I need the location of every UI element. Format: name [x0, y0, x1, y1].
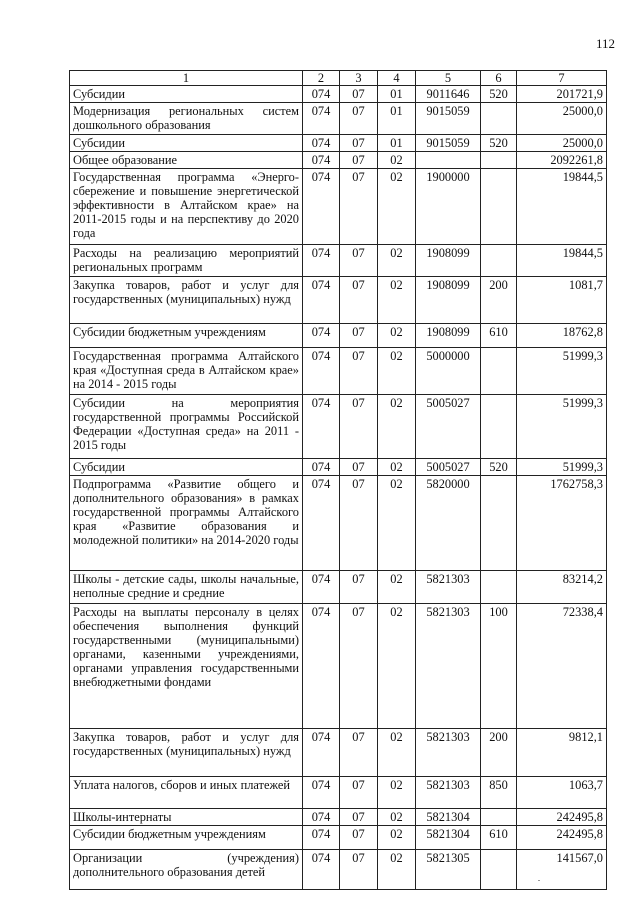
row-name: Организации (учреждения) дополнительного образования детей: [70, 850, 303, 890]
row-subsection: 02: [378, 152, 416, 169]
row-ministry-code: 074: [303, 135, 340, 152]
table-row: [70, 826, 607, 850]
row-section: 07: [340, 476, 378, 571]
row-ministry-code: 074: [303, 103, 340, 135]
row-expense-type: [481, 169, 517, 245]
header-cell-5: 5: [416, 71, 481, 86]
row-ministry-code: 074: [303, 476, 340, 571]
row-amount: 25000,0: [517, 103, 607, 135]
row-amount: 18762,8: [517, 324, 607, 348]
row-target-article: 5821303: [416, 571, 481, 604]
row-expense-type: [481, 809, 517, 826]
row-ministry-code: 074: [303, 850, 340, 890]
row-ministry-code: 074: [303, 277, 340, 324]
row-section: 07: [340, 169, 378, 245]
row-name: Субсидии: [70, 86, 303, 103]
row-subsection: 02: [378, 809, 416, 826]
row-section: 07: [340, 324, 378, 348]
budget-table: [69, 70, 607, 890]
table-row: [70, 809, 607, 826]
row-name: Школы - детские сады, школы начальные, неполные средние и средние: [70, 571, 303, 604]
row-name: Закупка товаров, работ и услуг для государственных (муниципальных) нужд: [70, 277, 303, 324]
table-row: [70, 277, 607, 324]
row-expense-type: 520: [481, 459, 517, 476]
row-target-article: 5820000: [416, 476, 481, 571]
row-target-article: 5005027: [416, 459, 481, 476]
row-expense-type: [481, 152, 517, 169]
row-subsection: 02: [378, 729, 416, 777]
row-section: 07: [340, 135, 378, 152]
row-ministry-code: 074: [303, 324, 340, 348]
row-amount: 242495,8: [517, 826, 607, 850]
row-ministry-code: 074: [303, 348, 340, 395]
row-name: Школы-интернаты: [70, 809, 303, 826]
page-number: 112: [596, 36, 616, 51]
row-subsection: 02: [378, 777, 416, 809]
table-row: [70, 571, 607, 604]
row-ministry-code: 074: [303, 604, 340, 729]
row-amount: 19844,5: [517, 245, 607, 277]
table-row: [70, 152, 607, 169]
table-row: [70, 777, 607, 809]
row-ministry-code: 074: [303, 729, 340, 777]
table-row: [70, 324, 607, 348]
row-expense-type: 610: [481, 826, 517, 850]
row-ministry-code: 074: [303, 809, 340, 826]
row-target-article: 9011646: [416, 86, 481, 103]
row-section: 07: [340, 103, 378, 135]
row-amount: 9812,1: [517, 729, 607, 777]
row-expense-type: [481, 571, 517, 604]
table-row: [70, 86, 607, 103]
row-target-article: 5000000: [416, 348, 481, 395]
row-section: 07: [340, 245, 378, 277]
row-name: Субсидии бюджетным учреждениям: [70, 826, 303, 850]
row-target-article: 1908099: [416, 277, 481, 324]
table-row: [70, 604, 607, 729]
row-target-article: 5821304: [416, 826, 481, 850]
row-expense-type: 200: [481, 277, 517, 324]
row-expense-type: [481, 245, 517, 277]
row-expense-type: [481, 850, 517, 890]
row-target-article: 5821303: [416, 777, 481, 809]
row-amount: 19844,5: [517, 169, 607, 245]
row-name: Общее образование: [70, 152, 303, 169]
table-row: [70, 395, 607, 459]
header-cell-6: 6: [481, 71, 517, 86]
row-expense-type: 100: [481, 604, 517, 729]
row-subsection: 02: [378, 604, 416, 729]
row-expense-type: 850: [481, 777, 517, 809]
row-ministry-code: 074: [303, 245, 340, 277]
row-target-article: 5821304: [416, 809, 481, 826]
row-target-article: 5821303: [416, 729, 481, 777]
row-ministry-code: 074: [303, 777, 340, 809]
row-amount: 51999,3: [517, 459, 607, 476]
row-expense-type: [481, 395, 517, 459]
row-subsection: 02: [378, 826, 416, 850]
row-section: 07: [340, 826, 378, 850]
table-row: [70, 348, 607, 395]
row-section: 07: [340, 850, 378, 890]
table-row: [70, 850, 607, 890]
row-amount: 2092261,8: [517, 152, 607, 169]
row-subsection: 02: [378, 245, 416, 277]
table-row: [70, 476, 607, 571]
row-name: Расходы на выплаты персоналу в целях обеспечения выполнения функций государственными (муниципальными) органами, казенными учреждениями, органами управления государственными внебюджетными фондами: [70, 604, 303, 729]
row-name: Субсидии на мероприятия государственной программы Российской Федерации «Доступная среда» на 2011 - 2015 годы: [70, 395, 303, 459]
header-row: [70, 71, 607, 86]
header-cell-1: 1: [70, 71, 303, 86]
row-name: Модернизация региональных систем дошкольного образования: [70, 103, 303, 135]
row-target-article: 1908099: [416, 245, 481, 277]
row-subsection: 02: [378, 571, 416, 604]
row-subsection: 02: [378, 850, 416, 890]
row-expense-type: [481, 476, 517, 571]
row-target-article: 5005027: [416, 395, 481, 459]
row-subsection: 02: [378, 277, 416, 324]
row-name: Субсидии бюджетным учреждениям: [70, 324, 303, 348]
table-row: [70, 729, 607, 777]
row-target-article: 9015059: [416, 103, 481, 135]
row-ministry-code: 074: [303, 152, 340, 169]
row-expense-type: 520: [481, 86, 517, 103]
header-cell-4: 4: [378, 71, 416, 86]
row-ministry-code: 074: [303, 395, 340, 459]
row-amount: 72338,4: [517, 604, 607, 729]
row-section: 07: [340, 571, 378, 604]
row-target-article: [416, 152, 481, 169]
row-section: 07: [340, 348, 378, 395]
row-expense-type: [481, 103, 517, 135]
row-name: Государственная программа Алтайского края «Доступная среда в Алтайском крае» на 2014 - 2015 годы: [70, 348, 303, 395]
row-subsection: 01: [378, 86, 416, 103]
row-section: 07: [340, 86, 378, 103]
row-ministry-code: 074: [303, 86, 340, 103]
row-amount: 201721,9: [517, 86, 607, 103]
row-ministry-code: 074: [303, 459, 340, 476]
row-name: Уплата налогов, сборов и иных платежей: [70, 777, 303, 809]
row-ministry-code: 074: [303, 571, 340, 604]
row-subsection: 02: [378, 395, 416, 459]
row-name: Государственная программа «Энерго-сбережение и повышение энергетической эффективности в Алтайском крае» на 2011-2015 годы и на перспективу до 2020 года: [70, 169, 303, 245]
row-name: Субсидии: [70, 459, 303, 476]
row-target-article: 5821303: [416, 604, 481, 729]
row-subsection: 02: [378, 324, 416, 348]
row-target-article: 1908099: [416, 324, 481, 348]
row-section: 07: [340, 395, 378, 459]
row-name: Подпрограмма «Развитие общего и дополнительного образования» в рамках государственной программы Алтайского края «Развитие образования и молодежной политики» на 2014-2020 годы: [70, 476, 303, 571]
row-subsection: 02: [378, 348, 416, 395]
row-subsection: 02: [378, 169, 416, 245]
row-section: 07: [340, 777, 378, 809]
header-cell-7: 7: [517, 71, 607, 86]
row-expense-type: [481, 348, 517, 395]
row-ministry-code: 074: [303, 169, 340, 245]
row-subsection: 02: [378, 476, 416, 571]
row-expense-type: 200: [481, 729, 517, 777]
row-target-article: 5821305: [416, 850, 481, 890]
row-subsection: 02: [378, 459, 416, 476]
row-amount: 51999,3: [517, 395, 607, 459]
row-section: 07: [340, 604, 378, 729]
table-row: [70, 245, 607, 277]
row-name: Расходы на реализацию мероприятий региональных программ: [70, 245, 303, 277]
row-amount: 1063,7: [517, 777, 607, 809]
row-amount: 25000,0: [517, 135, 607, 152]
row-ministry-code: 074: [303, 826, 340, 850]
row-section: 07: [340, 152, 378, 169]
row-target-article: 1900000: [416, 169, 481, 245]
row-target-article: 9015059: [416, 135, 481, 152]
row-amount: 83214,2: [517, 571, 607, 604]
table-row: [70, 103, 607, 135]
row-amount: 141567,0: [517, 850, 607, 890]
row-name: Субсидии: [70, 135, 303, 152]
row-section: 07: [340, 459, 378, 476]
header-cell-2: 2: [303, 71, 340, 86]
row-subsection: 01: [378, 103, 416, 135]
row-section: 07: [340, 809, 378, 826]
row-expense-type: 520: [481, 135, 517, 152]
row-section: 07: [340, 729, 378, 777]
row-section: 07: [340, 277, 378, 324]
header-cell-3: 3: [340, 71, 378, 86]
row-amount: 1081,7: [517, 277, 607, 324]
table-row: [70, 135, 607, 152]
scan-mark: [538, 880, 540, 881]
table-row: [70, 459, 607, 476]
row-amount: 242495,8: [517, 809, 607, 826]
row-amount: 51999,3: [517, 348, 607, 395]
table-row: [70, 169, 607, 245]
row-expense-type: 610: [481, 324, 517, 348]
row-amount: 1762758,3: [517, 476, 607, 571]
row-name: Закупка товаров, работ и услуг для государственных (муниципальных) нужд: [70, 729, 303, 777]
row-subsection: 01: [378, 135, 416, 152]
